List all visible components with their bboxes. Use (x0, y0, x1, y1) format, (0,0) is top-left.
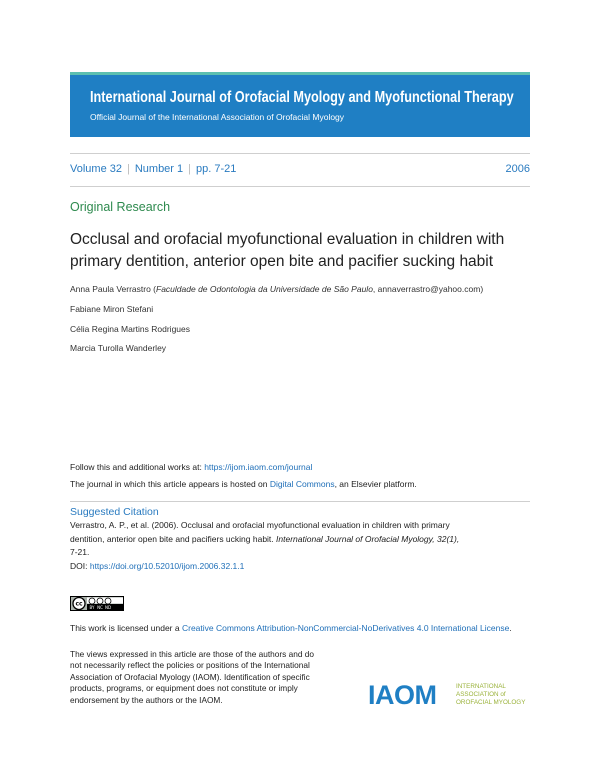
author-affiliation: Faculdade de Odontologia da Universidade de São Paulo (156, 284, 373, 294)
citation-doi (70, 560, 540, 574)
author-email[interactable]: annaverrastro@yahoo.com (377, 284, 481, 294)
author-name[interactable]: Célia Regina Martins Rodrigues (70, 324, 191, 334)
follow-line (70, 462, 312, 472)
iaom-tagline-line: ASSOCIATION of (456, 691, 506, 698)
journal-subtitle: Official Journal of the International Association of Orofacial Myology (90, 112, 345, 122)
license-suffix: . (509, 623, 512, 633)
journal-url-link[interactable]: https://ijom.iaom.com/journal (204, 462, 313, 472)
disclaimer-line: not necessarily reflect the policies or positions of the International (70, 660, 310, 671)
pages: pp. 7-21 (196, 163, 237, 175)
disclaimer-line: endorsement by the authors or the IAOM. (70, 694, 223, 705)
by-icon (89, 598, 95, 604)
author-3 (70, 324, 190, 334)
license-link[interactable]: Creative Commons Attribution-NonCommercial-NoDerivatives 4.0 International License (181, 623, 510, 633)
volume-link[interactable]: Volume 32 (70, 163, 122, 175)
digital-commons-link[interactable]: Digital Commons (269, 479, 335, 489)
hosted-line (70, 479, 417, 489)
iaom-acronym: IAOM (368, 680, 437, 710)
hosted-suffix: , an Elsevier platform. (334, 479, 417, 489)
citation-journal: International Journal of Orofacial Myology, 32(1), (276, 533, 460, 544)
iaom-tagline-line: OROFACIAL MYOLOGY (456, 699, 526, 706)
iaom-tagline-line: INTERNATIONAL (456, 683, 506, 690)
author-name[interactable]: Marcia Turolla Wanderley (70, 343, 167, 353)
license-text: This work is licensed under a (70, 623, 182, 633)
disclaimer-line: Association of Orofacial Myology (IAOM). Identification of specific (70, 671, 310, 682)
iaom-logo (368, 678, 548, 710)
license-line (70, 623, 512, 633)
author-name[interactable]: Fabiane Miron Stefani (70, 304, 154, 314)
divider (70, 186, 530, 187)
article-title-line: Occlusal and orofacial myofunctional evaluation in children with (70, 231, 505, 248)
nc-label: NC (97, 605, 103, 610)
nc-icon (97, 598, 103, 604)
citation-line: Verrastro, A. P., et al. (2006). Occlusal and orofacial myofunctional evaluation in children with primary (70, 520, 450, 530)
author-4 (70, 343, 166, 353)
citation-text: dentition, anterior open bite and pacifiers ucking habit. (70, 533, 277, 544)
divider (70, 153, 530, 154)
disclaimer-line: products, programs, or equipment does not constitute or imply (70, 683, 298, 694)
journal-banner (70, 75, 530, 137)
doi-label: DOI: (70, 560, 90, 571)
section-label: Original Research (70, 200, 171, 214)
hosted-text: The journal in which this article appears is hosted on (70, 479, 270, 489)
citation-line (70, 533, 540, 547)
doi-link[interactable]: https://doi.org/10.52010/ijom.2006.32.1.1 (89, 560, 245, 571)
year: 2006 (505, 163, 530, 175)
nd-icon (105, 598, 111, 604)
disclaimer (70, 649, 340, 706)
by-label: BY (89, 605, 95, 610)
divider (70, 501, 530, 502)
author-2 (70, 304, 153, 314)
author-name[interactable]: Anna Paula Verrastro (70, 284, 151, 294)
issue-info: Volume 32 | Number 1 | pp. 7-21 2006 (70, 163, 530, 175)
citation-body (70, 519, 540, 573)
nd-label: ND (104, 605, 112, 610)
follow-text: Follow this and additional works at: (70, 462, 205, 472)
cc-text: cc (75, 600, 83, 608)
number-link[interactable]: Number 1 (134, 163, 184, 175)
citation-line: 7-21. (70, 547, 90, 557)
citation-heading: Suggested Citation (70, 506, 159, 518)
disclaimer-line: The views expressed in this article are those of the authors and do (70, 649, 314, 659)
article-title[interactable] (70, 229, 540, 273)
article-title-line: primary dentition, anterior open bite and pacifier sucking habit (70, 253, 494, 270)
cc-license-badge[interactable] (70, 596, 124, 611)
journal-title[interactable]: International Journal of Orofacial Myology and Myofunctional Therapy (90, 89, 514, 106)
author-1: Anna Paula Verrastro (Faculdade de Odontologia da Universidade de São Paulo, annaverrastro@yahoo.com) (70, 284, 484, 294)
